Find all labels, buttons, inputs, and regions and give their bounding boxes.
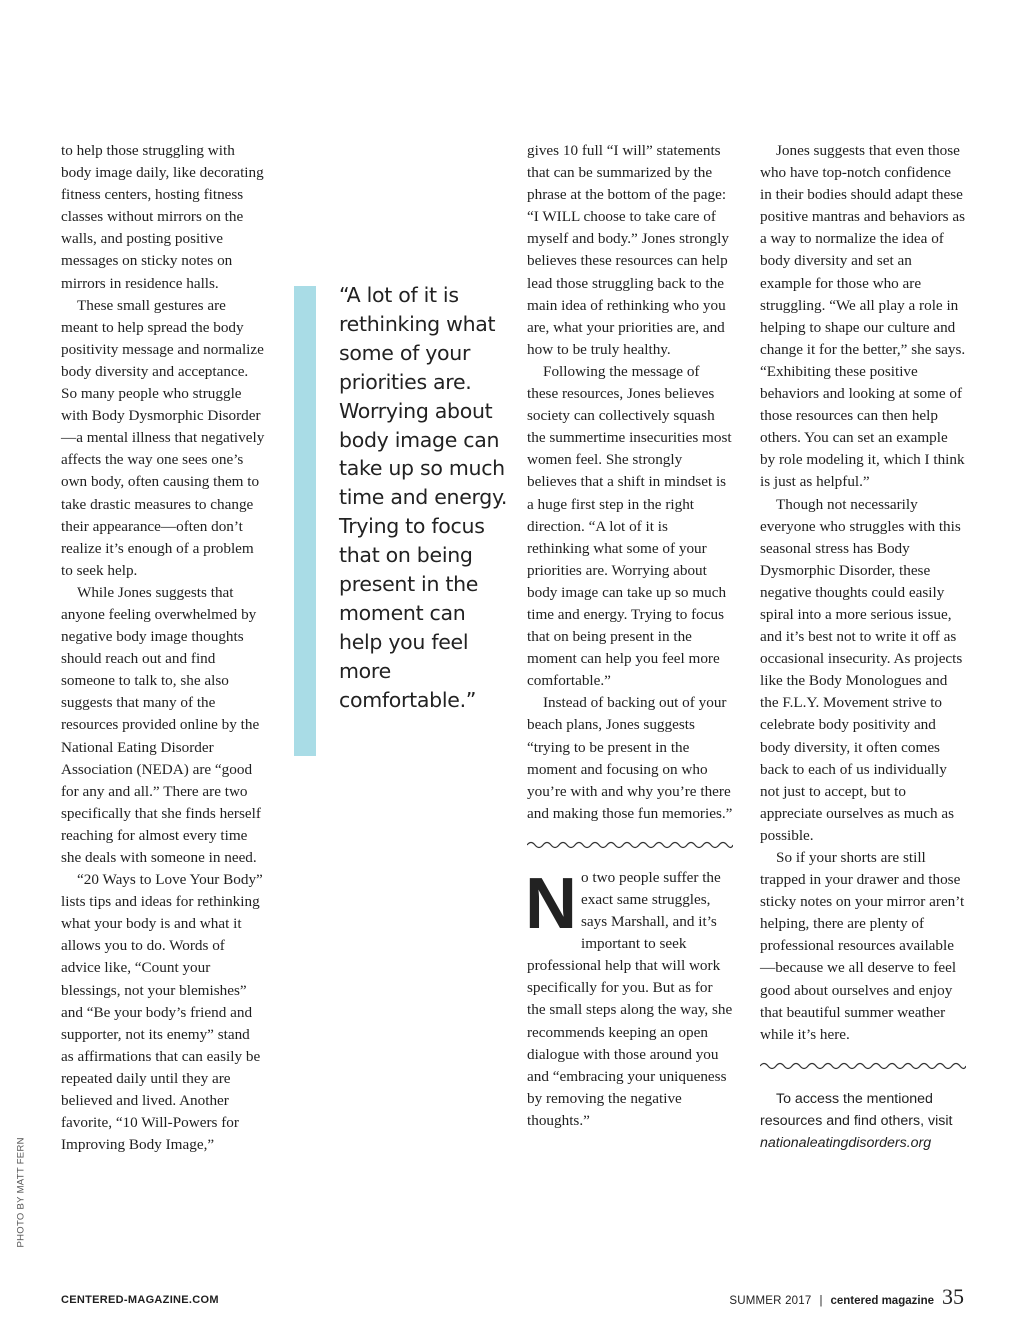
body-paragraph: to help those struggling with body image daily, like decorating fitness centers, hosting fitness classes without mirrors on the walls, and posting positive messages on sticky notes on mirrors in residence halls. bbox=[61, 142, 264, 292]
body-paragraph: Following the message of these resources, Jones believes society can collectively squash the summertime insecurities most women feel. She strongly believes that a shift in mindset is a huge first step in the right direction. “A lot of it is rethinking what some of your priorities are. Worrying about body image can take up so much time and energy. Trying to focus that on being present in the moment can help you feel more comfortable.” bbox=[527, 362, 732, 690]
resource-note-text: To access the mentioned resources and find others, visit bbox=[760, 1090, 953, 1129]
wave-divider bbox=[760, 1060, 966, 1072]
footer-magazine-name: centered magazine bbox=[830, 1295, 934, 1307]
wave-divider bbox=[527, 839, 733, 851]
pull-quote: “A lot of it is rethinking what some of your priorities are. Worrying about body image can take up so much time and energy. Trying to focus that on being present in the moment can help you feel more comfortable.” bbox=[339, 283, 508, 712]
photo-credit bbox=[13, 1137, 29, 1250]
pull-quote-bar bbox=[294, 286, 316, 756]
body-paragraph: Instead of backing out of your beach plans, Jones suggests “trying to be present in the moment and focusing on who you’re with and why you’re there and making those fun memories.” bbox=[527, 694, 733, 822]
body-paragraph: gives 10 full “I will” statements that can be summarized by the phrase at the bottom of the page: “I WILL choose to take care of myself and body.” Jones strongly believes these resources can help lead those struggling back to the main idea of rethinking who you are, what your priorities are, and how to be truly healthy. bbox=[527, 142, 729, 358]
section-text: o two people suffer the exact same struggles, says Marshall, and it’s important to seek professional help that will work specifically for you. But as for the small steps along the way, she recommends keeping an open dialogue with those around you and “embracing your uniqueness by removing the negative thoughts.” bbox=[527, 868, 733, 1129]
body-paragraph: Jones suggests that even those who have top-notch confidence in their bodies should adapt these positive mantras and behaviors as a way to normalize the idea of body diversity and set an example for those who are struggling. “We all play a role in helping to shape our culture and change it for the better,” she says. “Exhibiting these positive behaviors and looking at some of those resources can then help others. You can set an example by role modeling it, which I think is just as helpful.” bbox=[760, 142, 966, 491]
body-paragraph: These small gestures are meant to help spread the body positivity message and normalize body diversity and acceptance. So many people who struggle with Body Dysmorphic Disorder—a mental illness that negatively affects the way one sees one’s own body, often causing them to take drastic measures to change their appearance—often don’t realize it’s enough of a problem to seek help. bbox=[61, 296, 265, 579]
resource-note bbox=[760, 1088, 966, 1154]
article-column-1 bbox=[61, 140, 266, 1156]
article-column-4 bbox=[760, 140, 966, 1154]
body-paragraph: “20 Ways to Love Your Body” lists tips and ideas for rethinking what your body is and what it allows you to do. Words of advice like, “Count your blessings, not your blemishes” and “Be your body’s friend and supporter, not its enemy” stand as affirmations that can easily be repeated daily until they are believed and lived. Another favorite, “10 Will-Powers for Improving Body Image,” bbox=[61, 871, 263, 1154]
footer-separator: | bbox=[819, 1295, 823, 1307]
resource-url-link[interactable]: nationaleatingdisorders.org bbox=[760, 1134, 932, 1151]
body-paragraph: So if your shorts are still trapped in your drawer and those sticky notes on your mirror aren’t helping, there are plenty of professional resources available—because we all deserve to feel good about ourselves and enjoy that beautiful summer weather while it’s here. bbox=[760, 849, 965, 1043]
footer-issue: SUMMER 2017 bbox=[729, 1295, 812, 1307]
body-paragraph: Though not necessarily everyone who struggles with this seasonal stress has Body Dysmorphic Disorder, these negative thoughts could easily spiral into a more serious issue, and it’s best not to write it off as occasional insecurity. As projects like the Body Monologues and the F.L.Y. Movement strive to celebrate body positivity and body diversity, it often comes back to each of us individually not just to accept, but to appreciate ourselves as much as possible. bbox=[760, 495, 963, 844]
page-number: 35 bbox=[942, 1284, 964, 1309]
photo-credit-text: PHOTO BY MATT FERN bbox=[15, 1137, 27, 1248]
section-paragraph bbox=[525, 863, 733, 1132]
article-column-3 bbox=[527, 140, 733, 1132]
drop-cap: N bbox=[525, 863, 577, 944]
footer-folio bbox=[729, 1284, 964, 1310]
footer-website: CENTERED-MAGAZINE.COM bbox=[61, 1294, 219, 1306]
body-paragraph: While Jones suggests that anyone feeling overwhelmed by negative body image thoughts should reach out and find someone to talk to, she also suggests that many of the resources provided online by the National Eating Disorder Association (NEDA) are “good for any and all.” There are two specifically that she finds herself reaching for almost every time she deals with someone in need. bbox=[61, 583, 261, 866]
